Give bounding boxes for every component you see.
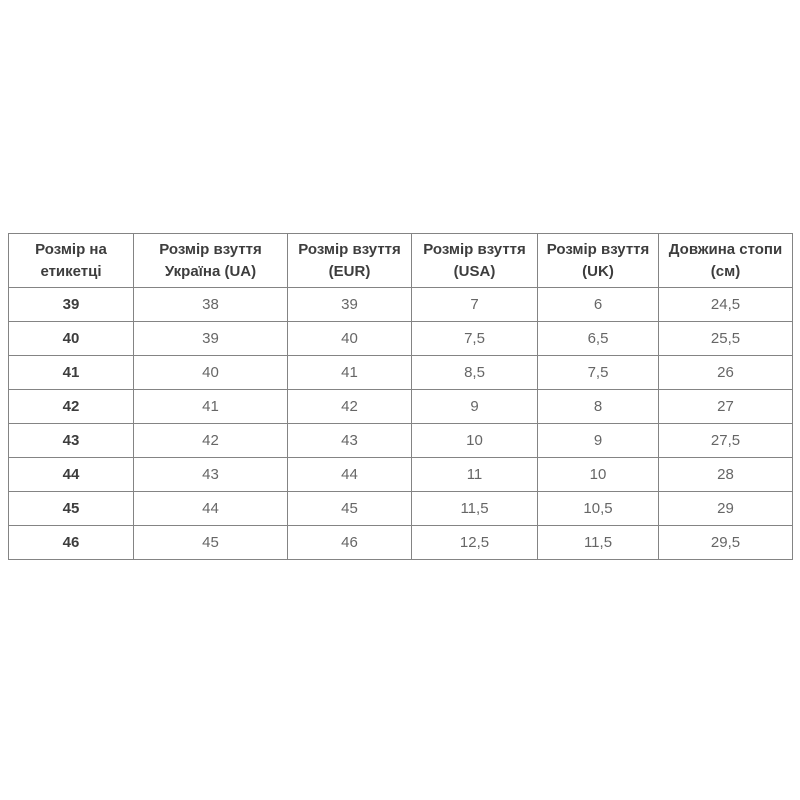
table-cell: 24,5 — [659, 288, 793, 322]
table-row-size-43 — [9, 424, 793, 458]
table-cell: 7,5 — [538, 356, 659, 390]
table-cell: 29 — [659, 492, 793, 526]
table-cell: 40 — [9, 322, 134, 356]
table-cell: 11,5 — [538, 526, 659, 560]
table-cell: 26 — [659, 356, 793, 390]
table-cell: 43 — [9, 424, 134, 458]
table-cell: 39 — [134, 322, 288, 356]
table-cell: 25,5 — [659, 322, 793, 356]
table-cell: 41 — [134, 390, 288, 424]
table-row-size-39 — [9, 288, 793, 322]
table-cell: 42 — [288, 390, 412, 424]
table-cell: 29,5 — [659, 526, 793, 560]
column-header-usa-size: Розмір взуття (USA) — [412, 234, 538, 288]
table-cell: 41 — [288, 356, 412, 390]
column-header-eur-size: Розмір взуття (EUR) — [288, 234, 412, 288]
size-conversion-table — [8, 233, 793, 560]
table-cell: 42 — [9, 390, 134, 424]
table-cell: 12,5 — [412, 526, 538, 560]
table-cell: 11 — [412, 458, 538, 492]
table-cell: 45 — [134, 526, 288, 560]
table-row-size-40 — [9, 322, 793, 356]
table-row-size-46 — [9, 526, 793, 560]
column-header-ua-size: Розмір взуття Україна (UA) — [134, 234, 288, 288]
table-cell: 45 — [9, 492, 134, 526]
table-cell: 41 — [9, 356, 134, 390]
column-header-uk-size: Розмір взуття (UK) — [538, 234, 659, 288]
table-cell: 42 — [134, 424, 288, 458]
table-cell: 7,5 — [412, 322, 538, 356]
header-row — [9, 234, 793, 288]
table-cell: 9 — [412, 390, 538, 424]
table-cell: 10 — [412, 424, 538, 458]
column-header-foot-length: Довжина стопи (см) — [659, 234, 793, 288]
table-cell: 46 — [288, 526, 412, 560]
table-cell: 43 — [288, 424, 412, 458]
table-cell: 10,5 — [538, 492, 659, 526]
table-cell: 39 — [9, 288, 134, 322]
table-cell: 7 — [412, 288, 538, 322]
table-cell: 45 — [288, 492, 412, 526]
table-cell: 28 — [659, 458, 793, 492]
table-cell: 10 — [538, 458, 659, 492]
table-cell: 27 — [659, 390, 793, 424]
table-row-size-44 — [9, 458, 793, 492]
column-header-label-size: Розмір на етикетці — [9, 234, 134, 288]
table-cell: 40 — [288, 322, 412, 356]
table-cell: 6,5 — [538, 322, 659, 356]
table-cell: 43 — [134, 458, 288, 492]
table-cell: 39 — [288, 288, 412, 322]
table-cell: 6 — [538, 288, 659, 322]
table-cell: 11,5 — [412, 492, 538, 526]
table-row-size-41 — [9, 356, 793, 390]
table-row-size-45 — [9, 492, 793, 526]
table-row-size-42 — [9, 390, 793, 424]
table-cell: 46 — [9, 526, 134, 560]
table-cell: 40 — [134, 356, 288, 390]
table-cell: 9 — [538, 424, 659, 458]
table-cell: 44 — [134, 492, 288, 526]
size-chart-container — [8, 233, 793, 560]
table-cell: 44 — [288, 458, 412, 492]
table-cell: 38 — [134, 288, 288, 322]
table-cell: 8,5 — [412, 356, 538, 390]
table-cell: 27,5 — [659, 424, 793, 458]
table-cell: 8 — [538, 390, 659, 424]
table-cell: 44 — [9, 458, 134, 492]
